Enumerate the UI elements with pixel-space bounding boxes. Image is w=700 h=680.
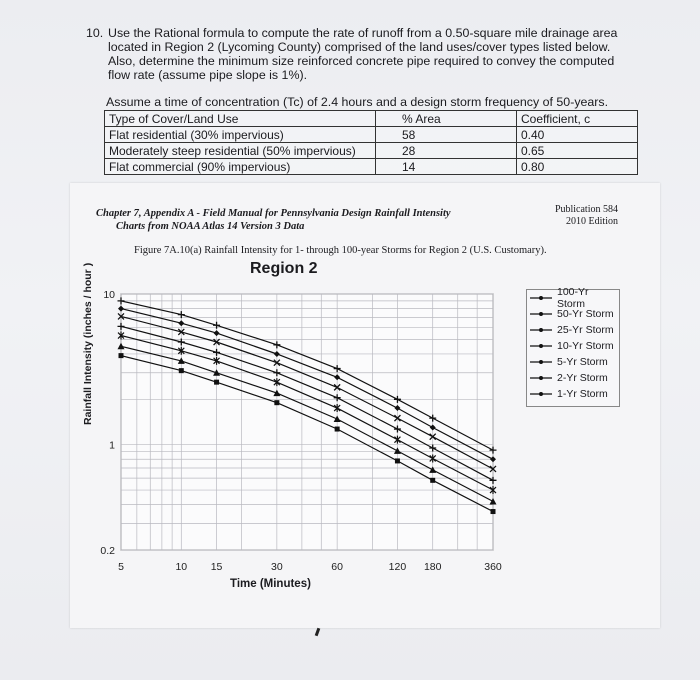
- chart-legend: [526, 286, 620, 407]
- legend-swatch: [529, 308, 553, 320]
- publication-edition: 2010 Edition: [566, 216, 618, 227]
- publication-number: Publication 584: [554, 204, 618, 215]
- x-tick-label: 10: [175, 561, 188, 573]
- x-tick-label: 60: [331, 561, 343, 573]
- data-point: [179, 368, 184, 373]
- y-tick-label: 10: [103, 289, 115, 301]
- question-line-2: located in Region 2 (Lycoming County) comprised of the land uses/cover types listed below.: [108, 40, 611, 54]
- table-cell: Flat commercial (90% impervious): [105, 159, 376, 175]
- legend-label: 10-Yr Storm: [557, 340, 614, 352]
- legend-entry: [527, 286, 619, 310]
- table-cell: 0.40: [517, 127, 638, 143]
- chart-title: Region 2: [250, 260, 318, 277]
- data-point: [335, 427, 340, 432]
- table-cell: 14: [376, 159, 517, 175]
- table-cell: Moderately steep residential (50% impervious): [105, 143, 376, 159]
- assumption-text: Assume a time of concentration (Tc) of 2.4 hours and a design storm frequency of 50-years.: [106, 95, 609, 109]
- table-cell: 0.65: [517, 143, 638, 159]
- legend-label: 100-Yr Storm: [557, 286, 589, 310]
- data-point: [214, 380, 219, 385]
- table-header: % Area: [376, 111, 517, 127]
- x-tick-label: 120: [388, 561, 407, 573]
- legend-entry: [527, 338, 619, 354]
- chapter-line-2: Charts from NOAA Atlas 14 Version 3 Data: [116, 221, 305, 232]
- legend-label: 1-Yr Storm: [557, 388, 608, 400]
- data-point: [395, 458, 400, 463]
- legend-marker: [539, 344, 543, 348]
- legend-marker: [539, 376, 543, 380]
- legend-swatch: [529, 356, 553, 368]
- legend-swatch: [529, 324, 553, 336]
- x-tick-label: 180: [423, 561, 442, 573]
- legend-marker: [539, 328, 543, 332]
- table-cell: 58: [376, 127, 517, 143]
- y-axis-label: Rainfall Intensity (inches / hour ): [82, 262, 94, 425]
- legend-swatch: [529, 388, 553, 400]
- legend-label: 50-Yr Storm: [557, 308, 614, 320]
- x-tick-label: 5: [118, 561, 124, 573]
- table-header: Type of Cover/Land Use: [105, 111, 376, 127]
- x-axis-label: Time (Minutes): [230, 578, 311, 590]
- legend-swatch: [529, 292, 553, 304]
- legend-entry: [527, 386, 619, 402]
- legend-entry: [527, 322, 619, 338]
- table-cell: 28: [376, 143, 517, 159]
- data-point: [491, 509, 496, 514]
- legend-entry: [527, 370, 619, 386]
- legend-marker: [539, 296, 543, 300]
- table-cell: Flat residential (30% impervious): [105, 127, 376, 143]
- legend-label: 25-Yr Storm: [557, 324, 614, 336]
- y-tick-label: 1: [109, 439, 115, 452]
- legend-swatch: [529, 372, 553, 384]
- plot-area: [121, 294, 493, 550]
- table-cell: 0.80: [517, 159, 638, 175]
- legend-entry: [527, 354, 619, 370]
- y-tick-label: 0.2: [100, 545, 115, 557]
- legend-swatch: [529, 340, 553, 352]
- table-header: Coefficient, c: [517, 111, 638, 127]
- figure-caption: Figure 7A.10(a) Rainfall Intensity for 1- through 100-year Storms for Region 2 (U.S. Customary).: [134, 245, 547, 256]
- question-number: 10.: [86, 26, 104, 40]
- legend-label: 2-Yr Storm: [557, 372, 608, 384]
- legend-entry: [527, 306, 619, 322]
- question-line-3: Also, determine the minimum size reinforced concrete pipe required to convey the computed: [108, 54, 615, 68]
- legend-marker: [539, 312, 543, 316]
- question-line-4: flow rate (assume pipe slope is 1%).: [108, 68, 308, 82]
- x-tick-label: 15: [210, 561, 223, 573]
- legend-marker: [539, 392, 543, 396]
- chapter-line-1: Chapter 7, Appendix A - Field Manual for Pennsylvania Design Rainfall Intensity: [96, 208, 451, 219]
- x-tick-label: 30: [271, 561, 283, 573]
- data-point: [274, 400, 279, 405]
- data-point: [430, 478, 435, 483]
- x-tick-label: 360: [484, 561, 502, 573]
- question-line-1: Use the Rational formula to compute the rate of runoff from a 0.50-square mile drainage area: [108, 26, 618, 40]
- legend-marker: [539, 360, 543, 364]
- legend-label: 5-Yr Storm: [557, 356, 608, 368]
- data-point: [119, 353, 124, 358]
